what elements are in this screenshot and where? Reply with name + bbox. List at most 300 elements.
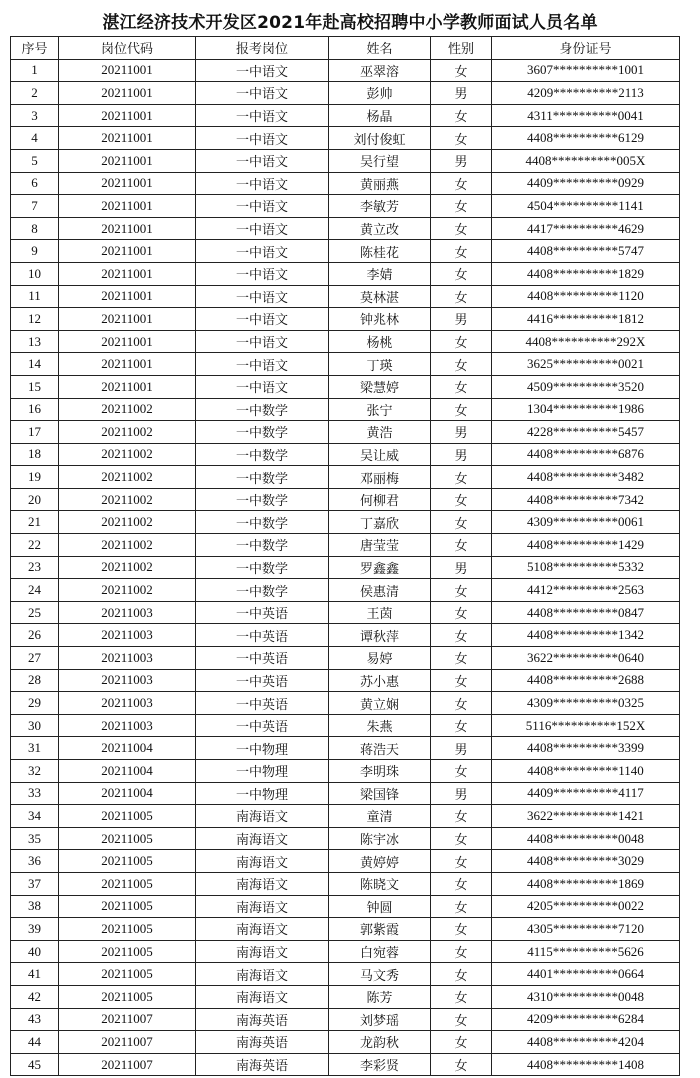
cell-position: 南海英语	[196, 1008, 329, 1031]
table-row	[11, 850, 680, 873]
cell-position: 一中语文	[196, 195, 329, 218]
cell-name: 白宛蓉	[329, 940, 431, 963]
cell-name: 唐莹莹	[329, 534, 431, 557]
cell-position-code: 20211001	[59, 262, 196, 285]
cell-position-code: 20211001	[59, 149, 196, 172]
cell-position-code: 20211001	[59, 127, 196, 150]
cell-gender: 女	[431, 872, 492, 895]
cell-position-code: 20211002	[59, 556, 196, 579]
cell-gender: 女	[431, 895, 492, 918]
cell-gender: 女	[431, 624, 492, 647]
cell-seq: 7	[11, 195, 59, 218]
cell-position-code: 20211005	[59, 985, 196, 1008]
cell-id-number: 4310**********0048	[492, 985, 680, 1008]
cell-name: 吴让威	[329, 443, 431, 466]
cell-position-code: 20211003	[59, 669, 196, 692]
cell-id-number: 4408**********0847	[492, 601, 680, 624]
cell-seq: 32	[11, 760, 59, 783]
cell-position: 一中英语	[196, 647, 329, 670]
cell-position: 一中语文	[196, 240, 329, 263]
cell-gender: 女	[431, 127, 492, 150]
table-row	[11, 443, 680, 466]
cell-position-code: 20211007	[59, 1008, 196, 1031]
cell-name: 朱燕	[329, 714, 431, 737]
cell-position: 一中英语	[196, 692, 329, 715]
table-row	[11, 669, 680, 692]
cell-gender: 女	[431, 760, 492, 783]
cell-name: 易婷	[329, 647, 431, 670]
cell-id-number: 4416**********1812	[492, 308, 680, 331]
cell-seq: 4	[11, 127, 59, 150]
table-row	[11, 985, 680, 1008]
cell-name: 蒋浩天	[329, 737, 431, 760]
cell-position-code: 20211005	[59, 963, 196, 986]
cell-seq: 43	[11, 1008, 59, 1031]
cell-gender: 女	[431, 1008, 492, 1031]
cell-name: 梁慧婷	[329, 375, 431, 398]
cell-gender: 女	[431, 805, 492, 828]
cell-position: 一中语文	[196, 285, 329, 308]
table-row	[11, 692, 680, 715]
cell-position: 一中语文	[196, 127, 329, 150]
cell-id-number: 4228**********5457	[492, 421, 680, 444]
cell-seq: 15	[11, 375, 59, 398]
table-row	[11, 940, 680, 963]
table-row	[11, 534, 680, 557]
table-row	[11, 760, 680, 783]
cell-id-number: 4409**********4117	[492, 782, 680, 805]
table-row	[11, 149, 680, 172]
cell-position: 一中语文	[196, 82, 329, 105]
cell-id-number: 4311**********0041	[492, 104, 680, 127]
cell-seq: 18	[11, 443, 59, 466]
cell-name: 李婧	[329, 262, 431, 285]
cell-id-number: 4408**********3482	[492, 466, 680, 489]
cell-position-code: 20211005	[59, 918, 196, 941]
cell-position: 一中英语	[196, 624, 329, 647]
cell-id-number: 4412**********2563	[492, 579, 680, 602]
cell-gender: 女	[431, 172, 492, 195]
cell-id-number: 1304**********1986	[492, 398, 680, 421]
cell-position: 一中英语	[196, 714, 329, 737]
cell-seq: 17	[11, 421, 59, 444]
table-row	[11, 375, 680, 398]
cell-seq: 35	[11, 827, 59, 850]
cell-seq: 41	[11, 963, 59, 986]
cell-position: 南海语文	[196, 963, 329, 986]
table-row	[11, 421, 680, 444]
cell-seq: 29	[11, 692, 59, 715]
cell-position: 南海语文	[196, 805, 329, 828]
cell-gender: 女	[431, 398, 492, 421]
cell-name: 马文秀	[329, 963, 431, 986]
cell-gender: 女	[431, 1031, 492, 1054]
cell-id-number: 4408**********1829	[492, 262, 680, 285]
cell-id-number: 3607**********1001	[492, 59, 680, 82]
cell-name: 刘梦瑶	[329, 1008, 431, 1031]
cell-seq: 38	[11, 895, 59, 918]
cell-position: 南海英语	[196, 1031, 329, 1054]
cell-position: 一中数学	[196, 511, 329, 534]
cell-position-code: 20211002	[59, 534, 196, 557]
cell-gender: 女	[431, 692, 492, 715]
cell-name: 张宁	[329, 398, 431, 421]
cell-id-number: 4408**********005X	[492, 149, 680, 172]
cell-gender: 男	[431, 443, 492, 466]
cell-gender: 女	[431, 330, 492, 353]
cell-seq: 11	[11, 285, 59, 308]
cell-seq: 9	[11, 240, 59, 263]
cell-gender: 女	[431, 601, 492, 624]
header-position: 报考岗位	[196, 37, 329, 60]
cell-gender: 女	[431, 714, 492, 737]
table-row	[11, 827, 680, 850]
cell-seq: 26	[11, 624, 59, 647]
cell-id-number: 4408**********3399	[492, 737, 680, 760]
cell-position-code: 20211005	[59, 850, 196, 873]
cell-name: 谭秋萍	[329, 624, 431, 647]
table-row	[11, 647, 680, 670]
cell-position-code: 20211003	[59, 601, 196, 624]
cell-position: 一中英语	[196, 669, 329, 692]
table-row	[11, 285, 680, 308]
cell-name: 王茵	[329, 601, 431, 624]
cell-id-number: 3622**********1421	[492, 805, 680, 828]
cell-position-code: 20211001	[59, 308, 196, 331]
cell-position-code: 20211001	[59, 104, 196, 127]
cell-gender: 女	[431, 488, 492, 511]
cell-position: 一中英语	[196, 601, 329, 624]
table-row	[11, 59, 680, 82]
cell-name: 郭紫霞	[329, 918, 431, 941]
cell-name: 李彩贤	[329, 1053, 431, 1076]
cell-name: 陈芳	[329, 985, 431, 1008]
table-row	[11, 398, 680, 421]
table-row	[11, 217, 680, 240]
cell-seq: 12	[11, 308, 59, 331]
cell-position: 南海语文	[196, 872, 329, 895]
cell-id-number: 4401**********0664	[492, 963, 680, 986]
table-row	[11, 579, 680, 602]
table-row	[11, 714, 680, 737]
cell-position: 一中语文	[196, 262, 329, 285]
cell-position: 一中语文	[196, 172, 329, 195]
cell-id-number: 4209**********6284	[492, 1008, 680, 1031]
cell-seq: 39	[11, 918, 59, 941]
cell-seq: 16	[11, 398, 59, 421]
cell-position: 一中语文	[196, 353, 329, 376]
cell-position: 一中数学	[196, 443, 329, 466]
cell-id-number: 4408**********6129	[492, 127, 680, 150]
cell-position: 一中数学	[196, 579, 329, 602]
cell-position-code: 20211001	[59, 82, 196, 105]
cell-gender: 女	[431, 963, 492, 986]
cell-name: 何柳君	[329, 488, 431, 511]
cell-seq: 27	[11, 647, 59, 670]
cell-position: 一中语文	[196, 375, 329, 398]
cell-position-code: 20211003	[59, 647, 196, 670]
cell-position-code: 20211005	[59, 872, 196, 895]
cell-seq: 23	[11, 556, 59, 579]
cell-name: 丁嘉欣	[329, 511, 431, 534]
cell-gender: 女	[431, 985, 492, 1008]
cell-position-code: 20211001	[59, 330, 196, 353]
cell-gender: 女	[431, 918, 492, 941]
cell-position-code: 20211005	[59, 805, 196, 828]
cell-gender: 女	[431, 240, 492, 263]
cell-position-code: 20211001	[59, 217, 196, 240]
cell-id-number: 3625**********0021	[492, 353, 680, 376]
cell-position-code: 20211001	[59, 172, 196, 195]
cell-position: 一中语文	[196, 217, 329, 240]
cell-seq: 5	[11, 149, 59, 172]
cell-position-code: 20211004	[59, 737, 196, 760]
cell-position: 一中语文	[196, 59, 329, 82]
cell-id-number: 4309**********0061	[492, 511, 680, 534]
cell-id-number: 4408**********1869	[492, 872, 680, 895]
cell-seq: 10	[11, 262, 59, 285]
cell-gender: 女	[431, 353, 492, 376]
cell-gender: 女	[431, 104, 492, 127]
cell-position-code: 20211003	[59, 624, 196, 647]
cell-gender: 女	[431, 1053, 492, 1076]
table-row	[11, 82, 680, 105]
cell-position: 一中语文	[196, 330, 329, 353]
cell-id-number: 4408**********1120	[492, 285, 680, 308]
cell-seq: 6	[11, 172, 59, 195]
table-row	[11, 601, 680, 624]
table-row	[11, 895, 680, 918]
cell-gender: 女	[431, 940, 492, 963]
table-row	[11, 240, 680, 263]
cell-name: 杨晶	[329, 104, 431, 127]
table-row	[11, 556, 680, 579]
cell-position: 一中语文	[196, 308, 329, 331]
cell-position-code: 20211001	[59, 240, 196, 263]
cell-seq: 2	[11, 82, 59, 105]
cell-id-number: 4509**********3520	[492, 375, 680, 398]
cell-seq: 21	[11, 511, 59, 534]
cell-seq: 33	[11, 782, 59, 805]
table-row	[11, 737, 680, 760]
cell-gender: 男	[431, 782, 492, 805]
cell-name: 钟兆林	[329, 308, 431, 331]
cell-seq: 28	[11, 669, 59, 692]
cell-position: 一中数学	[196, 534, 329, 557]
table-row	[11, 172, 680, 195]
cell-gender: 女	[431, 59, 492, 82]
cell-position-code: 20211003	[59, 692, 196, 715]
cell-gender: 男	[431, 421, 492, 444]
cell-gender: 女	[431, 262, 492, 285]
cell-position: 一中数学	[196, 398, 329, 421]
cell-gender: 女	[431, 375, 492, 398]
cell-seq: 44	[11, 1031, 59, 1054]
cell-id-number: 5108**********5332	[492, 556, 680, 579]
table-row	[11, 1053, 680, 1076]
cell-seq: 3	[11, 104, 59, 127]
cell-name: 陈桂花	[329, 240, 431, 263]
cell-position-code: 20211001	[59, 195, 196, 218]
cell-id-number: 4305**********7120	[492, 918, 680, 941]
cell-name: 童清	[329, 805, 431, 828]
cell-seq: 45	[11, 1053, 59, 1076]
table-header	[11, 37, 680, 60]
cell-name: 刘付俊虹	[329, 127, 431, 150]
cell-name: 李明珠	[329, 760, 431, 783]
cell-position-code: 20211002	[59, 511, 196, 534]
cell-id-number: 5116**********152X	[492, 714, 680, 737]
cell-gender: 女	[431, 217, 492, 240]
table-row	[11, 127, 680, 150]
table-row	[11, 488, 680, 511]
cell-position-code: 20211005	[59, 895, 196, 918]
table-row	[11, 104, 680, 127]
cell-name: 陈晓文	[329, 872, 431, 895]
cell-name: 丁瑛	[329, 353, 431, 376]
cell-id-number: 4408**********0048	[492, 827, 680, 850]
cell-name: 彭帅	[329, 82, 431, 105]
cell-name: 黄浩	[329, 421, 431, 444]
header-id: 身份证号	[492, 37, 680, 60]
table-row	[11, 195, 680, 218]
table-row	[11, 805, 680, 828]
cell-position: 一中物理	[196, 782, 329, 805]
cell-position: 一中数学	[196, 488, 329, 511]
cell-gender: 男	[431, 556, 492, 579]
cell-position: 南海语文	[196, 827, 329, 850]
cell-seq: 13	[11, 330, 59, 353]
table-row	[11, 963, 680, 986]
cell-name: 巫翠溶	[329, 59, 431, 82]
cell-position: 南海语文	[196, 895, 329, 918]
cell-position: 南海英语	[196, 1053, 329, 1076]
cell-id-number: 3622**********0640	[492, 647, 680, 670]
cell-name: 陈宇冰	[329, 827, 431, 850]
cell-name: 侯惠清	[329, 579, 431, 602]
cell-position-code: 20211001	[59, 353, 196, 376]
table-row	[11, 918, 680, 941]
table-row	[11, 782, 680, 805]
cell-seq: 19	[11, 466, 59, 489]
cell-position: 一中语文	[196, 149, 329, 172]
cell-name: 黄丽燕	[329, 172, 431, 195]
table-row	[11, 624, 680, 647]
cell-id-number: 4408**********6876	[492, 443, 680, 466]
cell-position: 一中数学	[196, 556, 329, 579]
cell-position: 一中物理	[196, 760, 329, 783]
cell-position: 一中数学	[196, 466, 329, 489]
cell-name: 罗鑫鑫	[329, 556, 431, 579]
cell-gender: 女	[431, 511, 492, 534]
cell-name: 梁国锋	[329, 782, 431, 805]
cell-id-number: 4408**********7342	[492, 488, 680, 511]
cell-id-number: 4408**********292X	[492, 330, 680, 353]
header-seq: 序号	[11, 37, 59, 60]
cell-name: 钟圆	[329, 895, 431, 918]
cell-id-number: 4408**********5747	[492, 240, 680, 263]
cell-position-code: 20211005	[59, 940, 196, 963]
cell-position-code: 20211004	[59, 782, 196, 805]
table-body	[11, 59, 680, 1076]
cell-gender: 女	[431, 827, 492, 850]
cell-position-code: 20211007	[59, 1053, 196, 1076]
table-row	[11, 308, 680, 331]
cell-position-code: 20211005	[59, 827, 196, 850]
cell-name: 黄婷婷	[329, 850, 431, 873]
cell-position-code: 20211002	[59, 443, 196, 466]
cell-id-number: 4115**********5626	[492, 940, 680, 963]
cell-name: 龙韵秋	[329, 1031, 431, 1054]
cell-seq: 36	[11, 850, 59, 873]
cell-name: 黄立娴	[329, 692, 431, 715]
cell-id-number: 4408**********3029	[492, 850, 680, 873]
header-gender: 性别	[431, 37, 492, 60]
cell-position-code: 20211001	[59, 375, 196, 398]
table-row	[11, 1031, 680, 1054]
table-row	[11, 1008, 680, 1031]
cell-id-number: 4408**********2688	[492, 669, 680, 692]
cell-seq: 40	[11, 940, 59, 963]
cell-gender: 女	[431, 466, 492, 489]
cell-seq: 42	[11, 985, 59, 1008]
interview-roster-table	[10, 36, 680, 1076]
table-row	[11, 466, 680, 489]
cell-seq: 1	[11, 59, 59, 82]
cell-position-code: 20211002	[59, 579, 196, 602]
cell-position: 一中数学	[196, 421, 329, 444]
cell-name: 莫林湛	[329, 285, 431, 308]
cell-position: 一中物理	[196, 737, 329, 760]
cell-position-code: 20211007	[59, 1031, 196, 1054]
cell-position-code: 20211004	[59, 760, 196, 783]
cell-position-code: 20211002	[59, 488, 196, 511]
cell-gender: 女	[431, 285, 492, 308]
cell-gender: 女	[431, 669, 492, 692]
cell-gender: 男	[431, 737, 492, 760]
cell-name: 李敏芳	[329, 195, 431, 218]
cell-gender: 男	[431, 308, 492, 331]
cell-name: 黄立改	[329, 217, 431, 240]
cell-name: 苏小惠	[329, 669, 431, 692]
cell-position-code: 20211002	[59, 466, 196, 489]
cell-id-number: 4409**********0929	[492, 172, 680, 195]
header-name: 姓名	[329, 37, 431, 60]
table-row	[11, 262, 680, 285]
document-title: 湛江经济技术开发区2021年赴高校招聘中小学教师面试人员名单	[102, 13, 598, 33]
cell-position: 一中语文	[196, 104, 329, 127]
table-row	[11, 511, 680, 534]
cell-gender: 女	[431, 195, 492, 218]
cell-gender: 男	[431, 82, 492, 105]
cell-id-number: 4408**********1140	[492, 760, 680, 783]
cell-gender: 女	[431, 647, 492, 670]
cell-gender: 男	[431, 149, 492, 172]
cell-name: 杨桃	[329, 330, 431, 353]
cell-position: 南海语文	[196, 850, 329, 873]
cell-id-number: 4209**********2113	[492, 82, 680, 105]
cell-gender: 女	[431, 579, 492, 602]
cell-position-code: 20211002	[59, 421, 196, 444]
cell-name: 邓丽梅	[329, 466, 431, 489]
table-row	[11, 353, 680, 376]
cell-id-number: 4504**********1141	[492, 195, 680, 218]
cell-seq: 22	[11, 534, 59, 557]
cell-seq: 37	[11, 872, 59, 895]
cell-seq: 31	[11, 737, 59, 760]
cell-position: 南海语文	[196, 985, 329, 1008]
cell-seq: 8	[11, 217, 59, 240]
